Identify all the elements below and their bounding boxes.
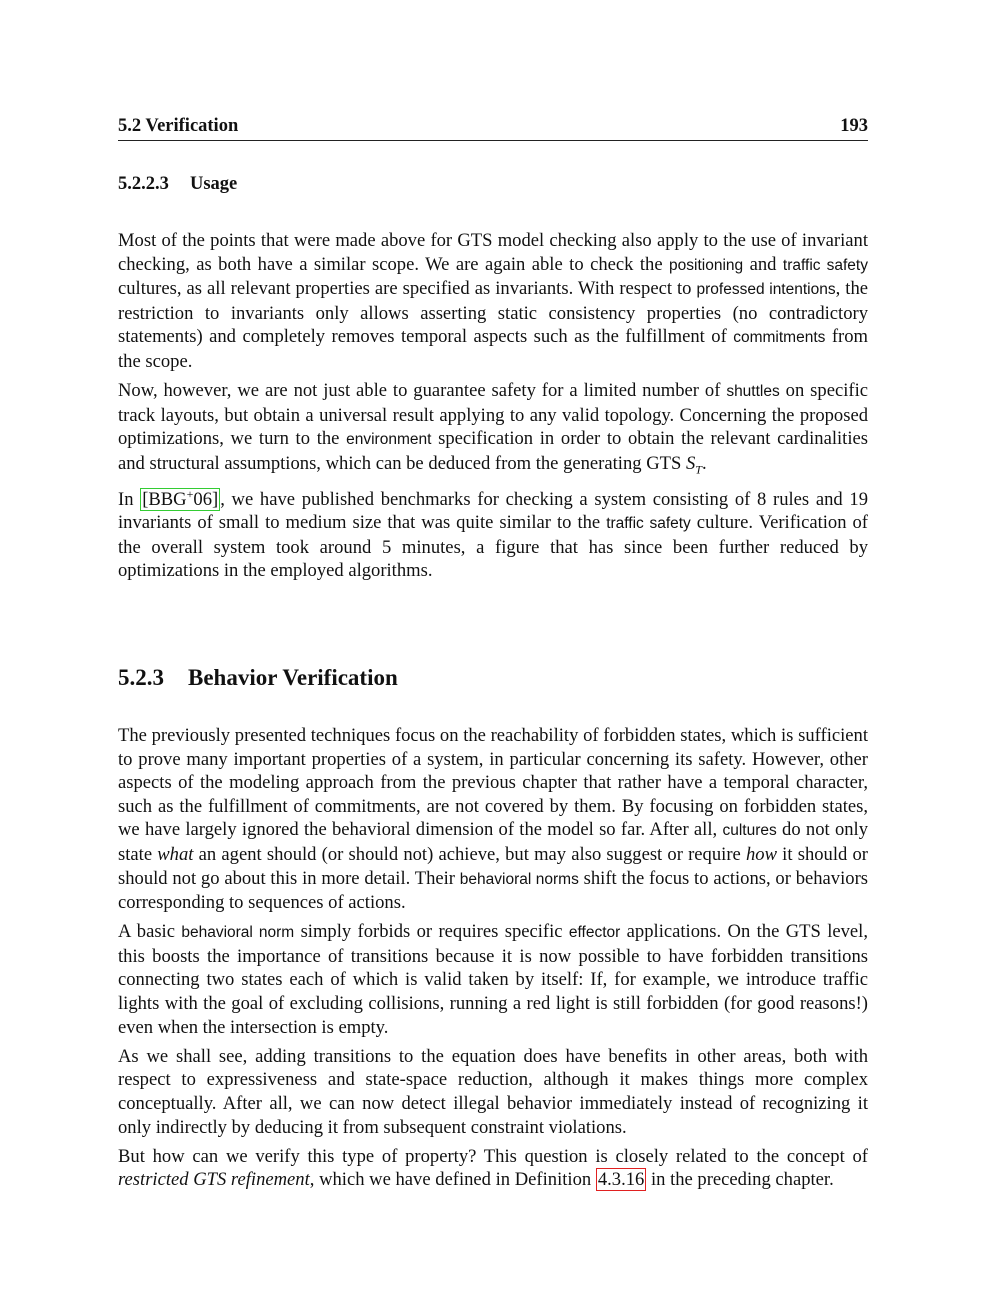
text: shift the focus to actions, or behaviors corresponding to sequences of actions.	[118, 867, 868, 914]
math-base: S	[685, 452, 696, 474]
model-term: behavioral norms	[459, 870, 579, 888]
math-subscript: T	[695, 462, 702, 477]
culture-term: commitments	[733, 329, 826, 347]
text: and	[743, 253, 783, 275]
subsection-heading	[118, 665, 398, 691]
usage-body	[118, 229, 868, 589]
culture-term: professed intentions	[696, 281, 836, 299]
model-term: behavioral norm	[181, 924, 295, 942]
emphasis: restricted GTS refinement	[118, 1169, 310, 1191]
culture-term: positioning	[669, 256, 744, 274]
model-term: effector	[568, 924, 621, 942]
text: Most of the points that were made above for GTS model checking also apply to the use of invariant checking, as both have a similar scope. We are again able to check the	[118, 230, 868, 275]
text: , the restriction to invariants only allows asserting static consistency properties (no contradictory statements) and completely removes temporal aspects such as the fulfillment of	[118, 278, 868, 348]
running-header	[118, 116, 868, 141]
text: on specific track layouts, but obtain a universal result applying to any valid topology. Concerning the proposed optimizations, we turn to the	[118, 380, 868, 450]
text: minutes, a figure that has since been further reduced by optimizations in the employed algorithms.	[118, 536, 869, 582]
paragraph-3	[118, 488, 868, 583]
paragraph-7	[118, 1145, 868, 1192]
number: 5	[381, 536, 392, 558]
text: But how can we verify this type of property? This question is closely related to the concept of	[118, 1145, 868, 1167]
text: rules and	[766, 488, 850, 510]
number: 19	[849, 488, 868, 510]
text: As we shall see, adding transitions to the equation does have benefits in other areas, both with respect to expressiveness and state-space reduction, although it makes things more complex conceptually. After all, we can now detect illegal behavior immediately instead of recognizing it only indirectly by deducing it from subsequent constraint violations.	[118, 1045, 868, 1138]
text: , we have published benchmarks for checking a system consisting of	[220, 488, 758, 510]
culture-term: traffic safety	[606, 515, 691, 533]
subsubsection-number: 5.2.2.3	[118, 174, 169, 194]
text: , which we have defined in Definition	[309, 1169, 596, 1191]
running-header-section: 5.2 Verification	[118, 116, 239, 136]
behavior-verification-body	[118, 724, 868, 1197]
citation-link[interactable]	[140, 488, 220, 511]
emphasis: how	[745, 843, 777, 865]
text: applications. On the GTS level, this boosts the importance of transitions because it is now possible to have forbidden transitions connecting two states each of which is valid taken by itself: If, for example, we introduce traffic lights with the goal of excluding collisions, running a red light is still forbidden (for good reasons!) even when the intersection is empty.	[118, 921, 868, 1038]
text: simply forbids or requires specific	[294, 921, 569, 943]
text: In	[118, 488, 141, 510]
text: culture. Verification of the overall system took around	[118, 512, 868, 558]
text: .	[701, 452, 707, 474]
text: Now, however, we are not just able to guarantee safety for a limited number of	[118, 380, 727, 402]
text: cultures, as all relevant properties are specified as invariants. With respect to	[118, 278, 697, 300]
citation-text: 06]	[193, 488, 219, 510]
culture-term: traffic safety	[782, 256, 868, 274]
text: specification in order to obtain the relevant cardinalities and structural assumptions, which can be deduced from the generating GTS	[118, 428, 868, 474]
paragraph-4	[118, 724, 868, 915]
math-symbol	[685, 452, 702, 477]
definition-link[interactable]: 4.3.16	[597, 1169, 645, 1191]
paragraph-2	[118, 379, 868, 482]
paragraph-6	[118, 1045, 868, 1139]
text: in the preceding chapter.	[646, 1169, 834, 1191]
text: an agent should (or should not) achieve, but may also suggest or require	[193, 843, 746, 865]
model-term: environment	[346, 431, 432, 449]
model-term: shuttles	[726, 383, 780, 401]
model-term: cultures	[722, 822, 777, 840]
text: invariants of small to medium size that was quite similar to the	[118, 512, 607, 534]
subsection-title: Behavior Verification	[188, 665, 398, 690]
emphasis: what	[157, 843, 194, 865]
paragraph-1	[118, 229, 868, 374]
subsection-number: 5.2.3	[118, 665, 164, 690]
page-number: 193	[840, 116, 868, 136]
text: do not only state	[118, 819, 869, 865]
number: 8	[757, 488, 767, 510]
citation-text: [BBG	[142, 488, 187, 510]
text: from the scope.	[118, 326, 868, 372]
text: it should or should not go about this in more detail. Their	[118, 843, 868, 889]
subsubsection-heading	[118, 174, 237, 195]
text: A basic	[118, 921, 182, 943]
citation-superscript: +	[186, 486, 194, 501]
text: The previously presented techniques focus on the reachability of forbidden states, which is sufficient to prove many important properties of a system, in particular concerning its safety. However, other aspects of the modeling approach from the previous chapter that rather have a temporal character, such as the fulfillment of commitments, are not covered by them. By focusing on forbidden states, we have largely ignored the behavioral dimension of the model so far. After all,	[118, 725, 868, 841]
paragraph-5	[118, 920, 868, 1039]
subsubsection-title: Usage	[190, 174, 238, 194]
